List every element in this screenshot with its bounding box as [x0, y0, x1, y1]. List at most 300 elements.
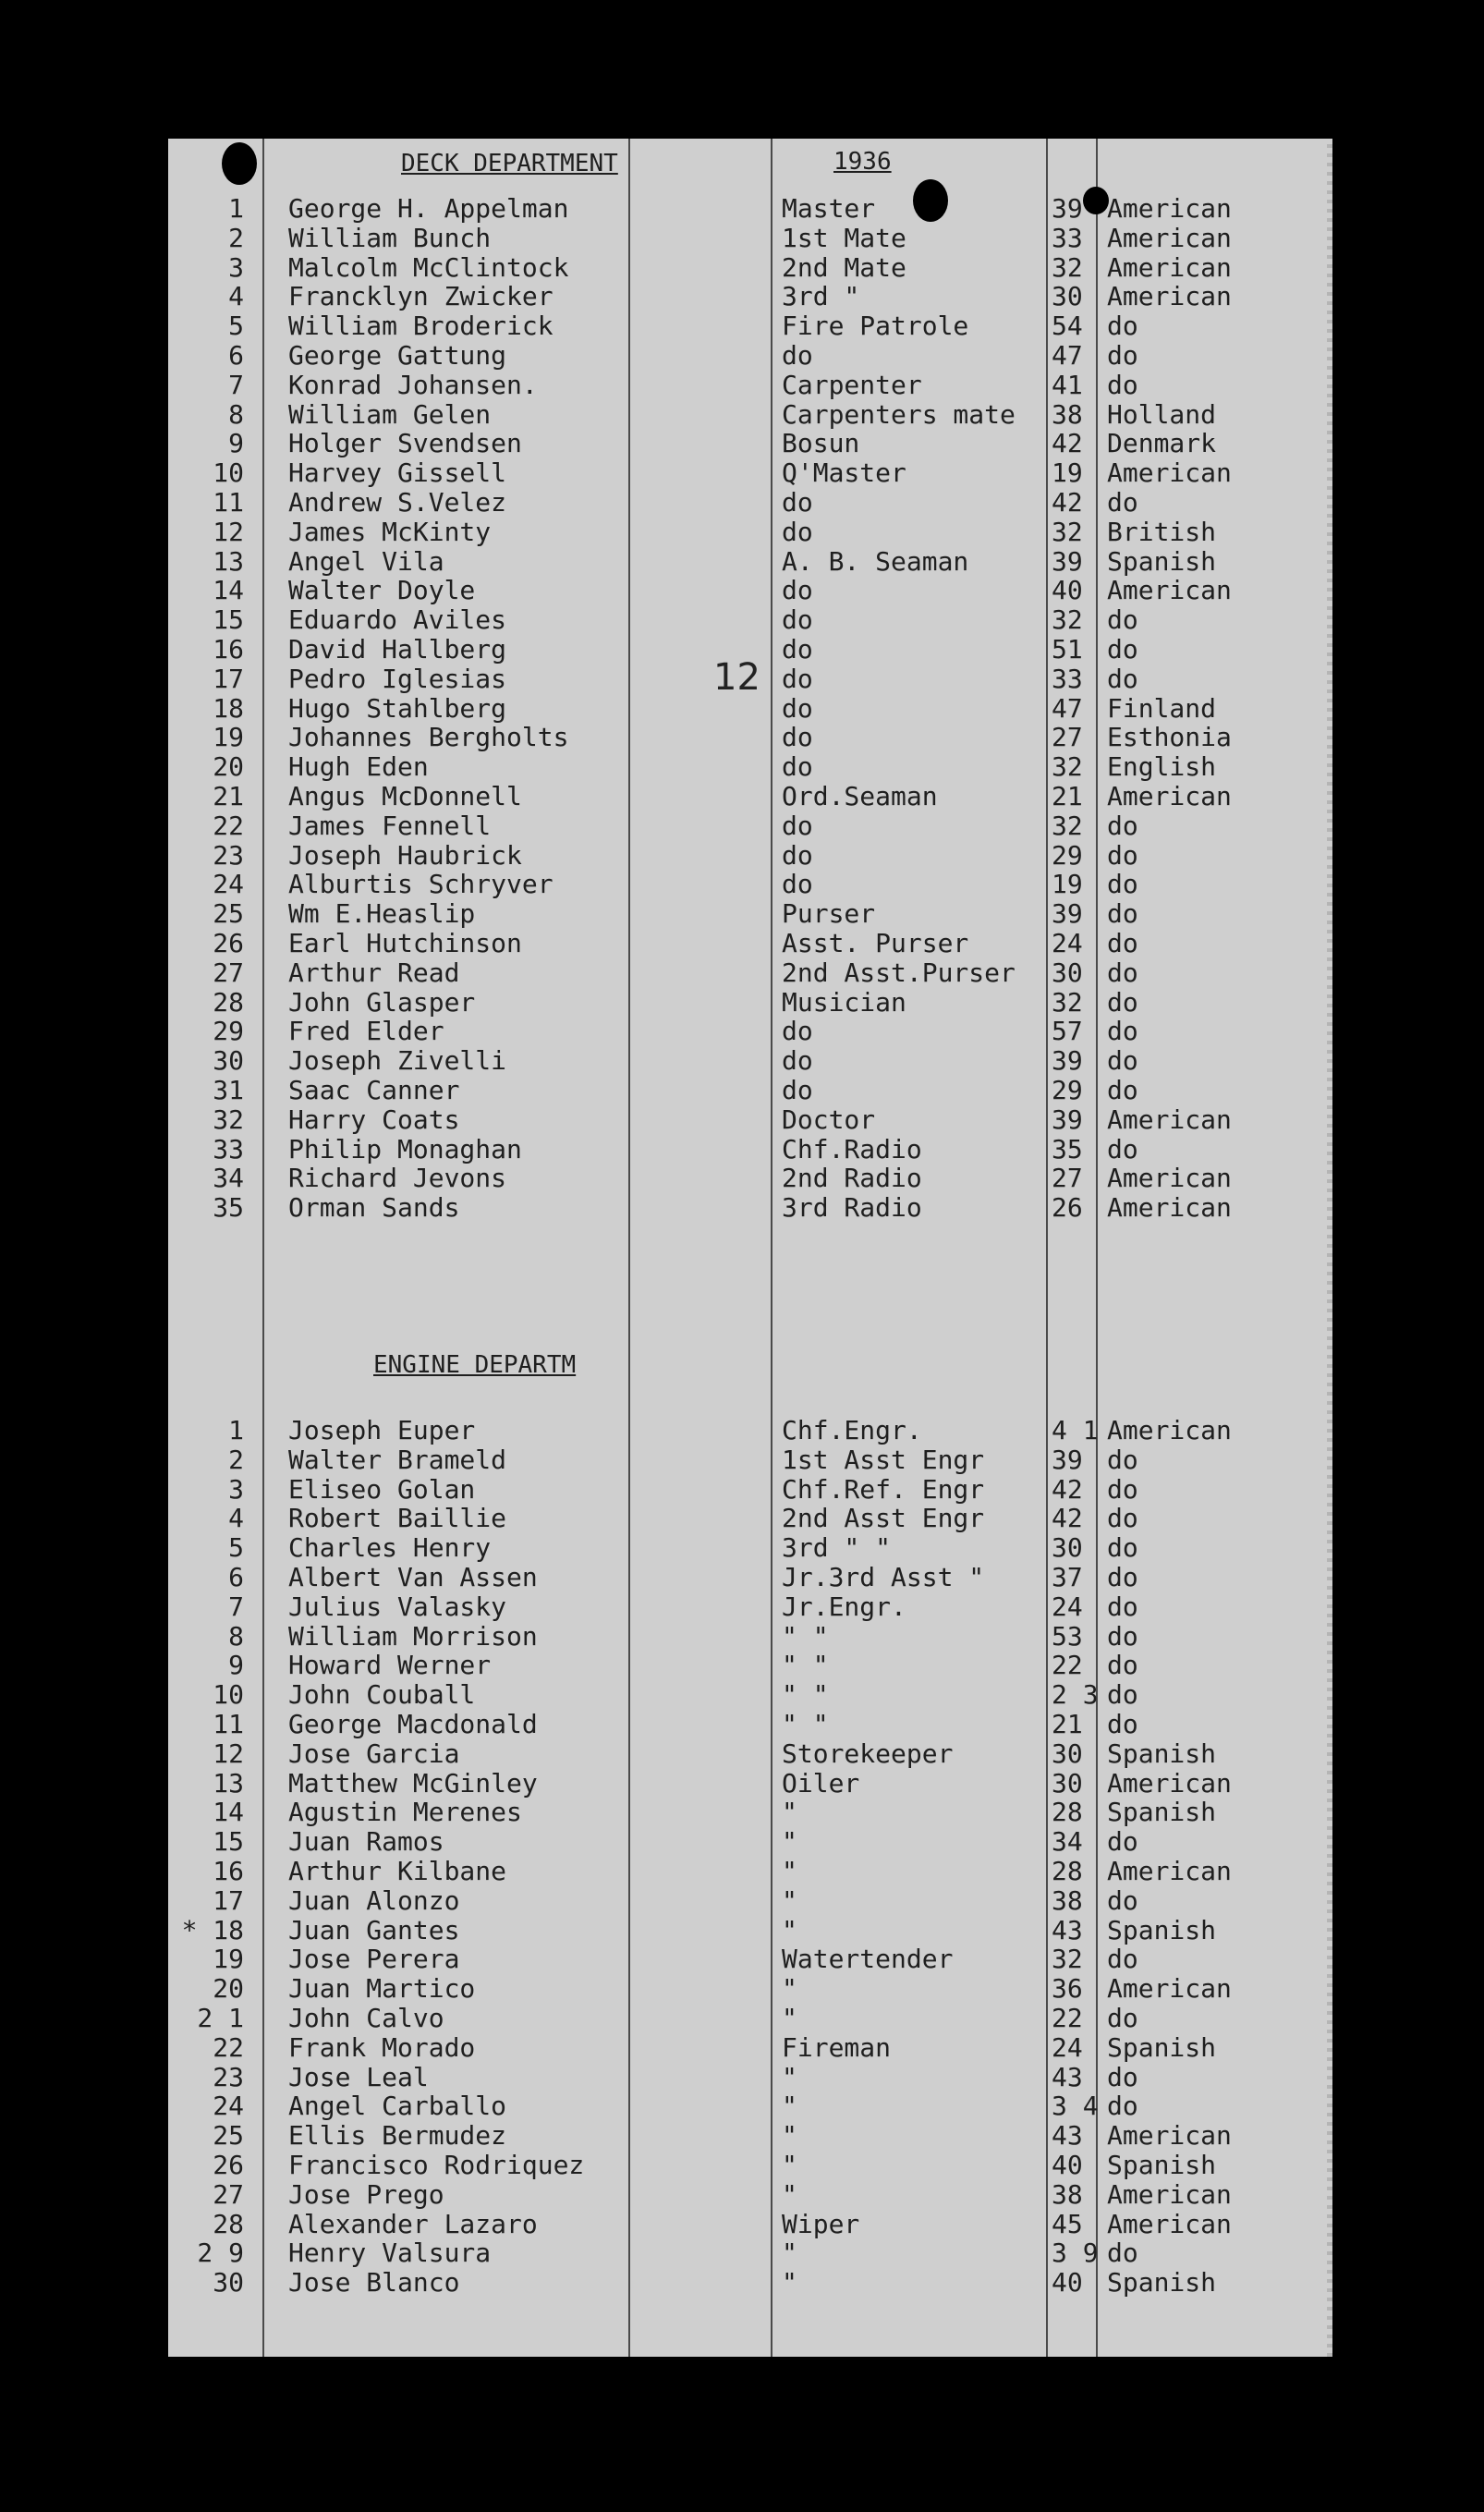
crew-age: 41: [1052, 369, 1083, 400]
crew-age: 43: [1052, 1914, 1083, 1945]
crew-age: 32: [1052, 810, 1083, 841]
table-row: [168, 458, 1323, 488]
crew-nationality: do: [1107, 1562, 1138, 1592]
crew-rating: ": [782, 1914, 797, 1945]
table-row: [168, 2180, 1323, 2210]
crew-name: Howard Werner: [288, 1650, 492, 1681]
crew-rating: ": [782, 2238, 797, 2269]
crew-nationality: do: [1107, 634, 1138, 665]
row-number: 26: [213, 928, 244, 958]
crew-name: Harvey Gissell: [288, 457, 507, 489]
table-row: [168, 1076, 1323, 1105]
crew-nationality: do: [1107, 839, 1138, 871]
crew-rating: Oiler: [782, 1767, 860, 1799]
crew-age: 47: [1052, 692, 1083, 724]
crew-nationality: American: [1107, 1104, 1232, 1135]
crew-rating: ": [782, 2061, 797, 2092]
crew-age: 40: [1052, 2150, 1083, 2180]
crew-rating: do: [782, 1045, 813, 1077]
crew-rating: 2nd Asst Engr: [782, 1503, 985, 1534]
table-row: [168, 1135, 1323, 1165]
crew-nationality: do: [1107, 1826, 1138, 1858]
row-number: 22: [213, 2031, 244, 2063]
crew-nationality: do: [1107, 1503, 1138, 1534]
crew-rating: do: [782, 751, 813, 783]
table-row: [168, 1827, 1323, 1857]
row-number: 15: [213, 1826, 244, 1858]
crew-name: Orman Sands: [288, 1192, 460, 1224]
crew-rating: Jr.Engr.: [782, 1591, 906, 1622]
row-number: 30: [213, 1045, 244, 1077]
crew-name: Jose Blanco: [288, 2267, 460, 2299]
table-row: [168, 1945, 1323, 1974]
crew-rating: ": [782, 2091, 797, 2122]
crew-rating: do: [782, 663, 813, 694]
crew-name: Jose Leal: [288, 2061, 429, 2092]
crew-rating: ": [782, 2120, 797, 2152]
table-row: [168, 224, 1323, 253]
crew-age: 28: [1052, 1797, 1083, 1828]
crew-name: Charles Henry: [288, 1532, 492, 1564]
crew-name: Malcolm McClintock: [288, 251, 569, 283]
table-row: [168, 1416, 1323, 1445]
crew-age: 42: [1052, 428, 1083, 459]
crew-nationality: Spanish: [1107, 1738, 1217, 1769]
crew-nationality: Spanish: [1107, 1914, 1217, 1945]
crew-nationality: British: [1107, 516, 1217, 547]
crew-age: 39: [1052, 545, 1083, 577]
crew-nationality: do: [1107, 369, 1138, 400]
crew-age: 30: [1052, 957, 1083, 988]
crew-name: Juan Ramos: [288, 1826, 444, 1858]
crew-nationality: do: [1107, 1884, 1138, 1916]
crew-name: Arthur Read: [288, 957, 460, 988]
row-number: 3: [228, 1473, 244, 1505]
row-number: 30: [213, 2267, 244, 2299]
crew-rating: Q'Master: [782, 457, 906, 489]
crew-nationality: do: [1107, 1532, 1138, 1564]
crew-name: William Bunch: [288, 222, 492, 253]
crew-name: William Broderick: [288, 311, 553, 342]
crew-nationality: do: [1107, 663, 1138, 694]
crew-age: 19: [1052, 457, 1083, 489]
crew-age: 39: [1052, 193, 1083, 224]
crew-nationality: do: [1107, 1679, 1138, 1711]
crew-rating: Storekeeper: [782, 1738, 954, 1769]
crew-rating: Bosun: [782, 428, 860, 459]
row-number: 5: [228, 1532, 244, 1564]
row-number: 34: [213, 1163, 244, 1194]
crew-name: John Glasper: [288, 986, 476, 1018]
crew-age: 32: [1052, 604, 1083, 636]
crew-rating: ": [782, 1973, 797, 2005]
crew-rating: do: [782, 340, 813, 371]
crew-name: William Gelen: [288, 398, 492, 430]
table-row: [168, 2151, 1323, 2180]
row-number: 14: [213, 575, 244, 606]
crew-age: 39: [1052, 1444, 1083, 1475]
crew-nationality: American: [1107, 781, 1232, 811]
crew-age: 34: [1052, 1826, 1083, 1858]
table-row: [168, 2121, 1323, 2151]
crew-rating: do: [782, 1075, 813, 1105]
crew-name: Juan Martico: [288, 1973, 476, 2005]
table-row: [168, 488, 1323, 518]
crew-rating: 1st Mate: [782, 222, 906, 253]
crew-rating: ": [782, 2150, 797, 2180]
crew-nationality: do: [1107, 1045, 1138, 1077]
crew-age: 22: [1052, 2003, 1083, 2033]
crew-nationality: do: [1107, 2238, 1138, 2269]
crew-name: George H. Appelman: [288, 193, 569, 224]
crew-name: Eduardo Aviles: [288, 604, 507, 636]
crew-name: John Calvo: [288, 2003, 444, 2033]
crew-age: 32: [1052, 516, 1083, 547]
crew-rating: do: [782, 722, 813, 753]
crew-nationality: do: [1107, 1133, 1138, 1165]
crew-nationality: do: [1107, 810, 1138, 841]
crew-nationality: do: [1107, 1075, 1138, 1105]
crew-age: 38: [1052, 1884, 1083, 1916]
crew-nationality: American: [1107, 1973, 1232, 2005]
table-row: [168, 870, 1323, 899]
crew-age: 29: [1052, 839, 1083, 871]
row-number: 7: [228, 369, 244, 400]
crew-nationality: American: [1107, 2208, 1232, 2239]
row-number: 3: [228, 251, 244, 283]
table-row: [168, 2238, 1323, 2268]
table-row: [168, 576, 1323, 605]
crew-name: Holger Svendsen: [288, 428, 522, 459]
crew-nationality: do: [1107, 311, 1138, 342]
row-number: 31: [213, 1075, 244, 1105]
table-row: [168, 811, 1323, 841]
row-number: 9: [228, 1650, 244, 1681]
row-number: 35: [213, 1192, 244, 1224]
crew-age: 42: [1052, 1473, 1083, 1505]
crew-name: Wm E.Heaslip: [288, 898, 476, 930]
crew-name: Saac Canner: [288, 1075, 460, 1105]
crew-name: Julius Valasky: [288, 1591, 507, 1622]
crew-nationality: Spanish: [1107, 2150, 1217, 2180]
table-row: [168, 1886, 1323, 1916]
crew-nationality: American: [1107, 2120, 1232, 2152]
crew-nationality: American: [1107, 1192, 1232, 1224]
crew-age: 35: [1052, 1133, 1083, 1165]
crew-rating: 2nd Asst.Purser: [782, 957, 1016, 988]
crew-age: 42: [1052, 1503, 1083, 1534]
crew-name: Hugh Eden: [288, 751, 429, 783]
table-row: [168, 1046, 1323, 1076]
crew-rating: " ": [782, 1650, 829, 1681]
table-row: [168, 1798, 1323, 1827]
crew-nationality: Spanish: [1107, 1797, 1217, 1828]
crew-name: Pedro Iglesias: [288, 663, 507, 694]
crew-name: Jose Prego: [288, 2178, 444, 2210]
row-number: 24: [213, 2091, 244, 2122]
crew-name: Harry Coats: [288, 1104, 460, 1135]
crew-rating: Watertender: [782, 1944, 954, 1975]
row-number: 17: [213, 1884, 244, 1916]
crew-age: 30: [1052, 1767, 1083, 1799]
crew-rating: Fireman: [782, 2031, 892, 2063]
row-number: 17: [213, 663, 244, 694]
crew-name: Earl Hutchinson: [288, 928, 522, 958]
table-row: [168, 2091, 1323, 2121]
crew-rating: do: [782, 869, 813, 900]
crew-name: John Couball: [288, 1679, 476, 1711]
crew-age: 29: [1052, 1075, 1083, 1105]
crew-nationality: do: [1107, 2003, 1138, 2033]
crew-age: 42: [1052, 487, 1083, 518]
crew-name: Matthew McGinley: [288, 1767, 538, 1799]
row-number: 11: [213, 1709, 244, 1739]
table-row: [168, 1710, 1323, 1739]
crew-age: 3 4: [1052, 2091, 1099, 2122]
crew-nationality: do: [1107, 2061, 1138, 2092]
crew-rating: Carpenters mate: [782, 398, 1016, 430]
crew-age: 32: [1052, 986, 1083, 1018]
table-row: [168, 1193, 1323, 1223]
row-number: 14: [213, 1797, 244, 1828]
crew-rating: " ": [782, 1679, 829, 1711]
row-number: 8: [228, 1620, 244, 1652]
table-row: [168, 2268, 1323, 2298]
crew-nationality: do: [1107, 957, 1138, 988]
crew-rating: ": [782, 1826, 797, 1858]
row-number: 5: [228, 311, 244, 342]
table-row: [168, 547, 1323, 577]
table-row: [168, 253, 1323, 283]
crew-name: Walter Brameld: [288, 1444, 507, 1475]
crew-nationality: Spanish: [1107, 545, 1217, 577]
table-row: [168, 958, 1323, 988]
table-row: [168, 1916, 1323, 1945]
crew-nationality: do: [1107, 1650, 1138, 1681]
crew-name: Richard Jevons: [288, 1163, 507, 1194]
crew-rating: ": [782, 1797, 797, 1828]
crew-age: 38: [1052, 2178, 1083, 2210]
crew-name: James Fennell: [288, 810, 492, 841]
crew-rating: Chf.Engr.: [782, 1415, 922, 1445]
crew-rating: Carpenter: [782, 369, 922, 400]
crew-rating: ": [782, 1856, 797, 1886]
crew-name: Konrad Johansen.: [288, 369, 538, 400]
crew-age: 2 3: [1052, 1679, 1099, 1711]
crew-nationality: Esthonia: [1107, 722, 1232, 753]
table-row: [168, 429, 1323, 458]
crew-rating: do: [782, 634, 813, 665]
table-row: [168, 1105, 1323, 1135]
table-row: [168, 665, 1323, 694]
crew-rating: ": [782, 1884, 797, 1916]
crew-name: William Morrison: [288, 1620, 538, 1652]
crew-nationality: American: [1107, 281, 1232, 312]
crew-name: George Gattung: [288, 340, 507, 371]
row-number: 2 1: [197, 2003, 244, 2033]
row-number: 4: [228, 281, 244, 312]
crew-nationality: do: [1107, 487, 1138, 518]
table-row: [168, 1164, 1323, 1193]
crew-nationality: American: [1107, 251, 1232, 283]
crew-name: Frank Morado: [288, 2031, 476, 2063]
crew-nationality: American: [1107, 2178, 1232, 2210]
crew-name: Henry Valsura: [288, 2238, 492, 2269]
crew-name: Robert Baillie: [288, 1503, 507, 1534]
row-number: 10: [213, 457, 244, 489]
table-row: [168, 635, 1323, 665]
crew-rating: 1st Asst Engr: [782, 1444, 985, 1475]
row-number: 10: [213, 1679, 244, 1711]
crew-age: 54: [1052, 311, 1083, 342]
crew-age: 21: [1052, 781, 1083, 811]
crew-rating: 3rd Radio: [782, 1192, 922, 1224]
row-number: 32: [213, 1104, 244, 1135]
crew-rating: ": [782, 2003, 797, 2033]
crew-age: 27: [1052, 1163, 1083, 1194]
row-number: 6: [228, 340, 244, 371]
crew-name: Eliseo Golan: [288, 1473, 476, 1505]
crew-name: Walter Doyle: [288, 575, 476, 606]
table-row: [168, 1017, 1323, 1046]
crew-age: 40: [1052, 2267, 1083, 2299]
crew-name: Juan Gantes: [288, 1914, 460, 1945]
row-number: 7: [228, 1591, 244, 1622]
row-number: 19: [213, 722, 244, 753]
crew-age: 4 1: [1052, 1415, 1099, 1445]
crew-name: Joseph Zivelli: [288, 1045, 507, 1077]
table-row: [168, 1592, 1323, 1622]
crew-name: Francisco Rodriquez: [288, 2150, 585, 2180]
table-row: [168, 929, 1323, 958]
table-row: [168, 694, 1323, 724]
table-row: [168, 2004, 1323, 2033]
crew-nationality: American: [1107, 1767, 1232, 1799]
row-number: * 18: [181, 1914, 244, 1945]
row-number: 18: [213, 692, 244, 724]
crew-name: Jose Perera: [288, 1944, 460, 1975]
crew-rating: Master: [782, 193, 876, 224]
crew-name: Albert Van Assen: [288, 1562, 538, 1592]
crew-age: 26: [1052, 1192, 1083, 1224]
row-number: 29: [213, 1016, 244, 1047]
crew-nationality: do: [1107, 928, 1138, 958]
crew-rating: do: [782, 516, 813, 547]
row-number: 24: [213, 869, 244, 900]
crew-rating: 3rd " ": [782, 1532, 892, 1564]
crew-rating: Fire Patrole: [782, 311, 969, 342]
row-number: 1: [228, 1415, 244, 1445]
crew-age: 45: [1052, 2208, 1083, 2239]
crew-rating: ": [782, 2178, 797, 2210]
crew-age: 21: [1052, 1709, 1083, 1739]
crew-age: 40: [1052, 575, 1083, 606]
crew-age: 39: [1052, 1045, 1083, 1077]
crew-age: 24: [1052, 1591, 1083, 1622]
crew-rating: do: [782, 487, 813, 518]
table-row: [168, 605, 1323, 635]
crew-name: Jose Garcia: [288, 1738, 460, 1769]
crew-name: Alexander Lazaro: [288, 2208, 538, 2239]
crew-name: Angus McDonnell: [288, 781, 522, 811]
table-row: [168, 1769, 1323, 1799]
crew-nationality: do: [1107, 1473, 1138, 1505]
crew-age: 30: [1052, 1532, 1083, 1564]
crew-rating: Asst. Purser: [782, 928, 969, 958]
crew-rating: do: [782, 1016, 813, 1047]
table-row: [168, 1739, 1323, 1769]
crew-age: 27: [1052, 722, 1083, 753]
crew-age: 43: [1052, 2120, 1083, 2152]
crew-name: Francklyn Zwicker: [288, 281, 553, 312]
table-row: [168, 988, 1323, 1018]
row-number: 28: [213, 986, 244, 1018]
table-row: [168, 752, 1323, 782]
crew-rating: do: [782, 839, 813, 871]
table-row: [168, 2033, 1323, 2063]
crew-rating: Doctor: [782, 1104, 876, 1135]
row-number: 13: [213, 545, 244, 577]
deck-department-heading: DECK DEPARTMENT: [401, 150, 618, 177]
crew-rating: Jr.3rd Asst ": [782, 1562, 985, 1592]
table-row: [168, 1533, 1323, 1563]
row-number: 20: [213, 751, 244, 783]
crew-rating: do: [782, 692, 813, 724]
crew-name: Hugo Stahlberg: [288, 692, 507, 724]
crew-nationality: do: [1107, 1944, 1138, 1975]
crew-age: 24: [1052, 2031, 1083, 2063]
row-number: 8: [228, 398, 244, 430]
table-row: [168, 311, 1323, 341]
row-number: 9: [228, 428, 244, 459]
table-row: [168, 1651, 1323, 1680]
crew-nationality: Finland: [1107, 692, 1217, 724]
row-number: 2: [228, 1444, 244, 1475]
crew-name: George Macdonald: [288, 1709, 538, 1739]
row-number: 22: [213, 810, 244, 841]
crew-rating: do: [782, 575, 813, 606]
row-number: 12: [213, 1738, 244, 1769]
table-row: [168, 2063, 1323, 2092]
crew-nationality: do: [1107, 986, 1138, 1018]
row-number: 15: [213, 604, 244, 636]
crew-age: 37: [1052, 1562, 1083, 1592]
table-row: [168, 1974, 1323, 2004]
crew-name: Agustin Merenes: [288, 1797, 522, 1828]
row-number: 1: [228, 193, 244, 224]
table-row: [168, 371, 1323, 400]
row-number: 28: [213, 2208, 244, 2239]
row-number: 2 9: [197, 2238, 244, 2269]
crew-age: 51: [1052, 634, 1083, 665]
crew-nationality: do: [1107, 340, 1138, 371]
crew-age: 33: [1052, 663, 1083, 694]
crew-nationality: do: [1107, 869, 1138, 900]
table-row: [168, 2210, 1323, 2239]
crew-age: 32: [1052, 1944, 1083, 1975]
row-number: 25: [213, 898, 244, 930]
crew-rating: 2nd Radio: [782, 1163, 922, 1194]
crew-age: 3 9: [1052, 2238, 1099, 2269]
engine-department-heading: ENGINE DEPARTM: [373, 1351, 577, 1379]
crew-age: 39: [1052, 898, 1083, 930]
crew-nationality: Holland: [1107, 398, 1217, 430]
year-heading: 1936: [833, 148, 892, 176]
table-row: [168, 1680, 1323, 1710]
row-number: 11: [213, 487, 244, 518]
row-number: 13: [213, 1767, 244, 1799]
crew-rating: Ord.Seaman: [782, 781, 938, 811]
